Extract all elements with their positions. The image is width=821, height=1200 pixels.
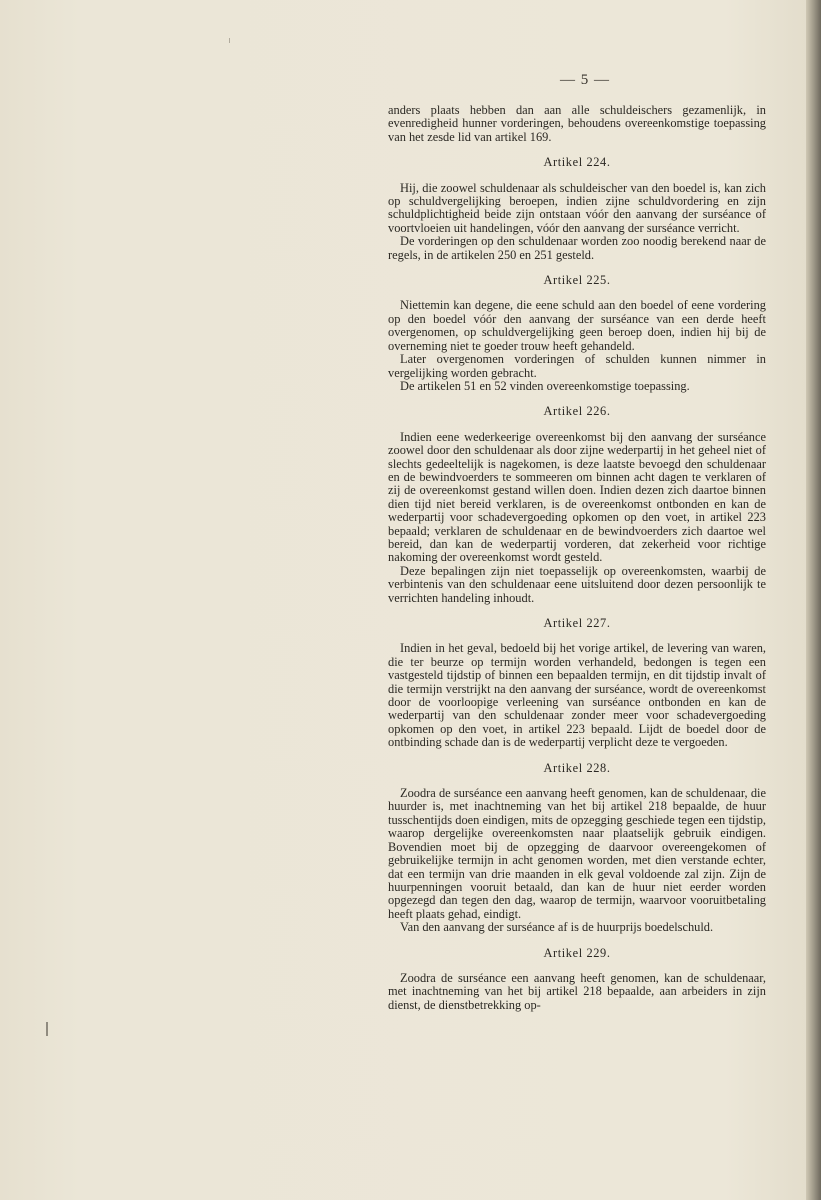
- intro-paragraph: anders plaats hebben dan aan alle schuldeischers gezamenlijk, in evenredigheid hunner vorderingen, behoudens overeenkomstige toepassing van het zesde lid van artikel 169.: [388, 103, 766, 144]
- text-column: [388, 104, 766, 1012]
- binding-edge: [806, 0, 821, 1200]
- article-228-paragraph-2: Van den aanvang der surséance af is de huurprijs boedelschuld.: [400, 920, 714, 935]
- article-229-heading: Artikel 229.: [543, 945, 611, 960]
- article-224-heading: Artikel 224.: [543, 155, 611, 170]
- margin-mark: [46, 1022, 48, 1036]
- article-225-paragraph-3: De artikelen 51 en 52 vinden overeenkomstige toepassing.: [400, 378, 690, 393]
- article-226-paragraph-2: Deze bepalingen zijn niet toepasselijk op overeenkomsten, waarbij de verbintenis van den schuldenaar eene uitsluitend door dezen persoonlijk te verrichten handeling inhoudt.: [388, 563, 766, 605]
- article-226-heading: Artikel 226.: [543, 404, 611, 419]
- article-225-paragraph-2: Later overgenomen vorderingen of schulden kunnen nimmer in vergelijking worden gebracht.: [388, 352, 766, 380]
- paper-speck: [229, 38, 230, 43]
- article-224-paragraph-2: De vorderingen op den schuldenaar worden zoo noodig berekend naar de regels, in de artikelen 250 en 251 gesteld.: [388, 234, 766, 262]
- article-226-paragraph-1: Indien eene wederkeerige overeenkomst bij den aanvang der surséance zoowel door den schuldenaar als door zijne wederpartij in het geheel niet of slechts gedeeltelijk is nagekomen, is deze laatste bevoegd den schuldenaar en de bewindvoerders te sommeeren om binnen acht dagen te verklaren of zij de overeenkomst gestand willen doen. Indien dezen zich daartoe binnen dien tijd niet bereid verklaren, is de overeenkomst ontbonden en kan de wederpartij voor schadevergoeding opkomen op den voet, in artikel 223 bepaald; verklaren de schuldenaar en de bewindvoerders zich daartoe wel bereid, dan kan de wederpartij vorderen, dat zekerheid voor richtige nakoming der overeenkomst wordt gesteld.: [388, 429, 766, 565]
- article-228-heading: Artikel 228.: [543, 760, 611, 775]
- article-227-heading: Artikel 227.: [543, 616, 611, 630]
- article-225-heading: Artikel 225.: [543, 273, 611, 288]
- article-225-paragraph-1: Niettemin kan degene, die eene schuld aan den boedel of eene vordering op den boedel vóór den aanvang der surséance van een derde heeft overgenomen, op schuldvergelijking geen beroep doen, indien hij bij de overneming niet te goeder trouw heeft gehandeld.: [388, 298, 766, 353]
- article-227-paragraph-1: Indien in het geval, bedoeld bij het vorige artikel, de levering van waren, die ter beurze op termijn worden verhandeld, bedongen is tegen een vastgesteld tijdstip of binnen een bepaalden termijn, en dit tijdstip invalt of die termijn verstrijkt na den aanvang der surséance, wordt de overeenkomst door de voorloopige verleening van surséance ontbonden en kan de wederpartij van den schuldenaar zonder meer voor schadevergoeding opkomen op den voet, in artikel 223 bepaald. Lijdt de boedel door de ontbinding schade dan is de wederpartij verplicht deze te vergoeden.: [388, 641, 766, 750]
- article-228-paragraph-1: Zoodra de surséance een aanvang heeft genomen, kan de schuldenaar, die huurder is, met inachtneming van het bij artikel 218 bepaalde, de huur tusschentijds doen eindigen, mits de opzegging geschiede tegen een tijdstip, waarop dergelijke overeenkomsten naar plaatselijk gebruik eindigen. Bovendien moet bij de opzegging de daarvoor overeengekomen of gebruikelijke termijn in acht genomen worden, met dien verstande echter, dat een termijn van drie maanden in elk geval voldoende zal zijn. Zijn de huurpenningen vooruit betaald, dan kan de huur niet eerder worden opgezegd dan tegen den dag, waarop de termijn, waarvoor vooruitbetaling heeft plaats gehad, eindigt.: [388, 786, 766, 921]
- page-number: — 5 —: [560, 72, 610, 88]
- article-224-paragraph-1: Hij, die zoowel schuldenaar als schuldeischer van den boedel is, kan zich op schuldvergelijking beroepen, indien zijne schuldvordering en zijn schuldplichtigheid beide zijn ontstaan vóór den aanvang der surséance of voortvloeien uit handelingen, vóór den aanvang der surséance verricht.: [388, 180, 766, 235]
- article-229-paragraph-1: Zoodra de surséance een aanvang heeft genomen, kan de schuldenaar, met inachtneming van het bij artikel 218 bepaalde, aan arbeiders in zijn dienst, de dienstbetrekking op-: [388, 970, 766, 1012]
